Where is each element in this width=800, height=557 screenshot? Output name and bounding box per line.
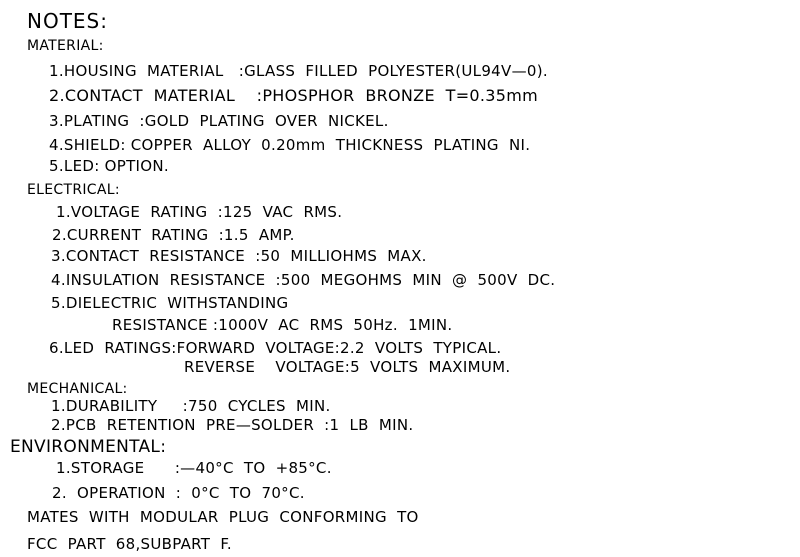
electrical-item-current: 2.CURRENT RATING :1.5 AMP. bbox=[52, 226, 295, 244]
material-item-plating: 3.PLATING :GOLD PLATING OVER NICKEL. bbox=[49, 112, 389, 130]
mechanical-heading: MECHANICAL: bbox=[27, 381, 128, 397]
electrical-item-insulation: 4.INSULATION RESISTANCE :500 MEGOHMS MIN @ 500V DC. bbox=[51, 271, 556, 289]
mates-line-2: FCC PART 68,SUBPART F. bbox=[27, 535, 232, 553]
electrical-item-contact-resistance: 3.CONTACT RESISTANCE :50 MILLIOHMS MAX. bbox=[51, 247, 427, 265]
mechanical-item-pcb-retention: 2.PCB RETENTION PRE—SOLDER :1 LB MIN. bbox=[51, 416, 414, 434]
material-item-led: 5.LED: OPTION. bbox=[49, 157, 169, 175]
electrical-item-led-reverse: REVERSE VOLTAGE:5 VOLTS MAXIMUM. bbox=[184, 358, 511, 376]
environmental-item-storage: 1.STORAGE :—40°C TO +85°C. bbox=[56, 459, 332, 477]
material-item-shield: 4.SHIELD: COPPER ALLOY 0.20mm THICKNESS PLATING NI. bbox=[49, 136, 531, 154]
electrical-item-dielectric: 5.DIELECTRIC WITHSTANDING bbox=[51, 294, 289, 312]
environmental-heading: ENVIRONMENTAL: bbox=[10, 437, 167, 457]
material-item-contact: 2.CONTACT MATERIAL :PHOSPHOR BRONZE T=0.35mm bbox=[49, 86, 538, 105]
environmental-item-operation: 2. OPERATION : 0°C TO 70°C. bbox=[52, 484, 305, 502]
material-heading: MATERIAL: bbox=[27, 38, 104, 54]
material-item-housing: 1.HOUSING MATERIAL :GLASS FILLED POLYESTER(UL94V—0). bbox=[49, 62, 548, 80]
mates-line-1: MATES WITH MODULAR PLUG CONFORMING TO bbox=[27, 508, 419, 526]
electrical-item-led-ratings: 6.LED RATINGS:FORWARD VOLTAGE:2.2 VOLTS TYPICAL. bbox=[49, 339, 502, 357]
mechanical-item-durability: 1.DURABILITY :750 CYCLES MIN. bbox=[51, 397, 331, 415]
electrical-item-dielectric-resistance: RESISTANCE :1000V AC RMS 50Hz. 1MIN. bbox=[112, 316, 453, 334]
notes-title: NOTES: bbox=[27, 9, 108, 33]
electrical-item-voltage: 1.VOLTAGE RATING :125 VAC RMS. bbox=[56, 203, 343, 221]
electrical-heading: ELECTRICAL: bbox=[27, 182, 120, 198]
